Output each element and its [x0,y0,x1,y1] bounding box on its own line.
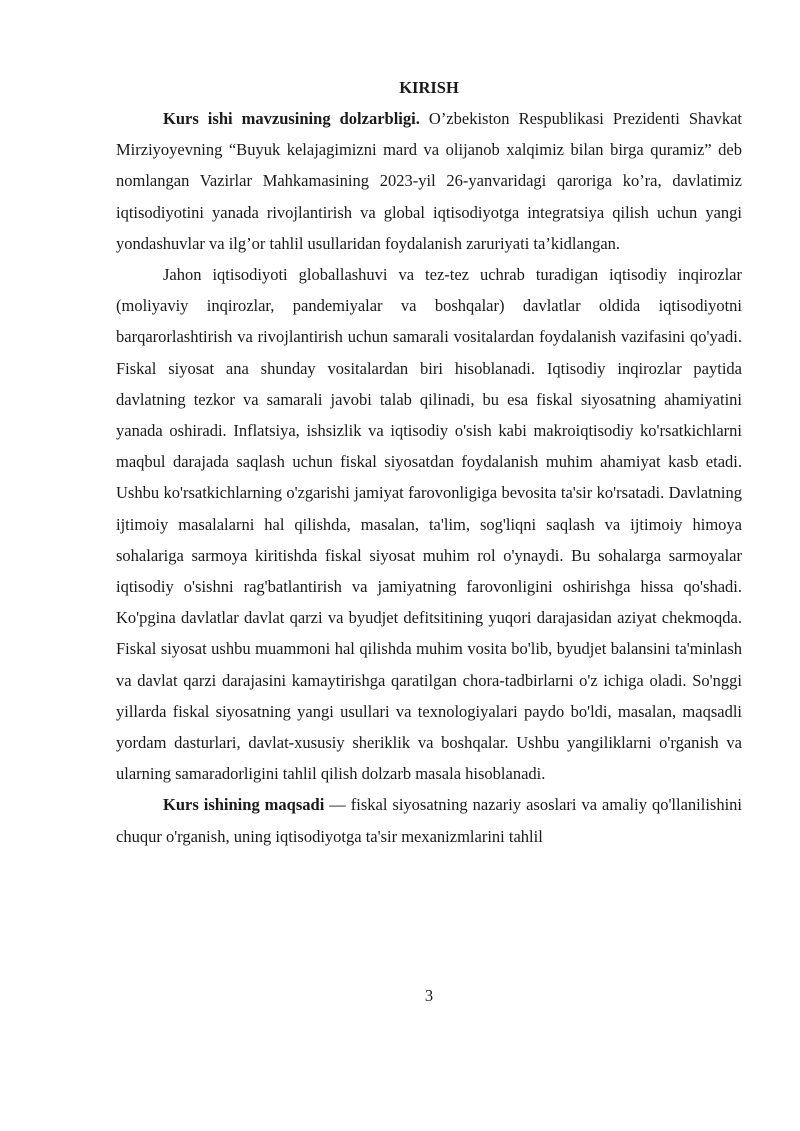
paragraph-relevance [116,103,742,259]
section-heading: KIRISH [399,78,459,97]
paragraph-text: O’zbekiston Respublikasi Prezidenti Shavkat Mirziyoyevning “Buyuk kelajagimizni mard va olijanob xalqimiz bilan birga quramiz” deb nomlangan Vazirlar Mahkamasining 2023-yil 26-yanvaridagi qaroriga ko’ra, davlatimiz iqtisodiyotini yanada rivojlantirish va global iqtisodiyotga integratsiya qilish uchun yangi yondashuvlar va ilg’or tahlil usullaridan foydalanish zaruriyati ta’kidlangan. [116,109,743,253]
page-number: 3 [424,986,434,1005]
paragraph-text: Jahon iqtisodiyoti globallashuvi va tez-tez uchrab turadigan iqtisodiy inqirozlar (moliyaviy inqirozlar, pandemiyalar va boshqalar) davlatlar oldida iqtisodiyotni barqarorlashtirish va rivojlantirish uchun samarali vositalardan foydalanish vazifasini qo'yadi. Fiskal siyosat ana shunday vositalardan biri hisoblanadi. Iqtisodiy inqirozlar paytida davlatning tezkor va samarali javobi talab qilinadi, bu esa fiskal siyosatning ahamiyatini yanada oshiradi. Inflatsiya, ishsizlik va iqtisodiy o'sish kabi makroiqtisodiy ko'rsatkichlarni maqbul darajada saqlash uchun fiskal siyosatdan foydalanish muhim ahamiyat kasb etadi. Ushbu ko'rsatkichlarning o'zgarishi jamiyat farovonligiga bevosita ta'sir ko'rsatadi. Davlatning ijtimoiy masalalarni hal qilishda, masalan, ta'lim, sog'liqni saqlash va ijtimoiy himoya sohalariga sarmoya kiritishda fiskal siyosat muhim rol o'ynaydi. Bu sohalarga sarmoyalar iqtisodiy o'sishni rag'batlantirish va jamiyatning farovonligini oshirishga hissa qo'shadi. Ko'pgina davlatlar davlat qarzi va byudjet defitsitining yuqori darajasidan aziyat chekmoqda. Fiskal siyosat ushbu muammoni hal qilishda muhim vosita bo'lib, byudjet balansini ta'minlash va davlat qarzi darajasini kamaytirishga qaratilgan chora-tadbirlarni o'z ichiga oladi. So'nggi yillarda fiskal siyosatning yangi usullari va texnologiyalari paydo bo'ldi, masalan, maqsadli yordam dasturlari, davlat-xususiy sheriklik va boshqalar. Ushbu yangiliklarni o'rganish va ularning samaradorligini tahlil qilish dolzarb masala hisoblanadi. [116,265,742,784]
paragraph-body [116,259,742,789]
paragraph-goal [116,789,742,851]
document-page [116,74,742,852]
paragraph-lead: Kurs ishi mavzusining dolzarbligi. [163,109,420,128]
paragraph-text: — fiskal siyosatning nazariy asoslari va amaliy qo'llanilishini chuqur o'rganish, uning iqtisodiyotga ta'sir mexanizmlarini tahlil [116,795,743,846]
paragraph-lead: Kurs ishining maqsadi [163,795,325,815]
